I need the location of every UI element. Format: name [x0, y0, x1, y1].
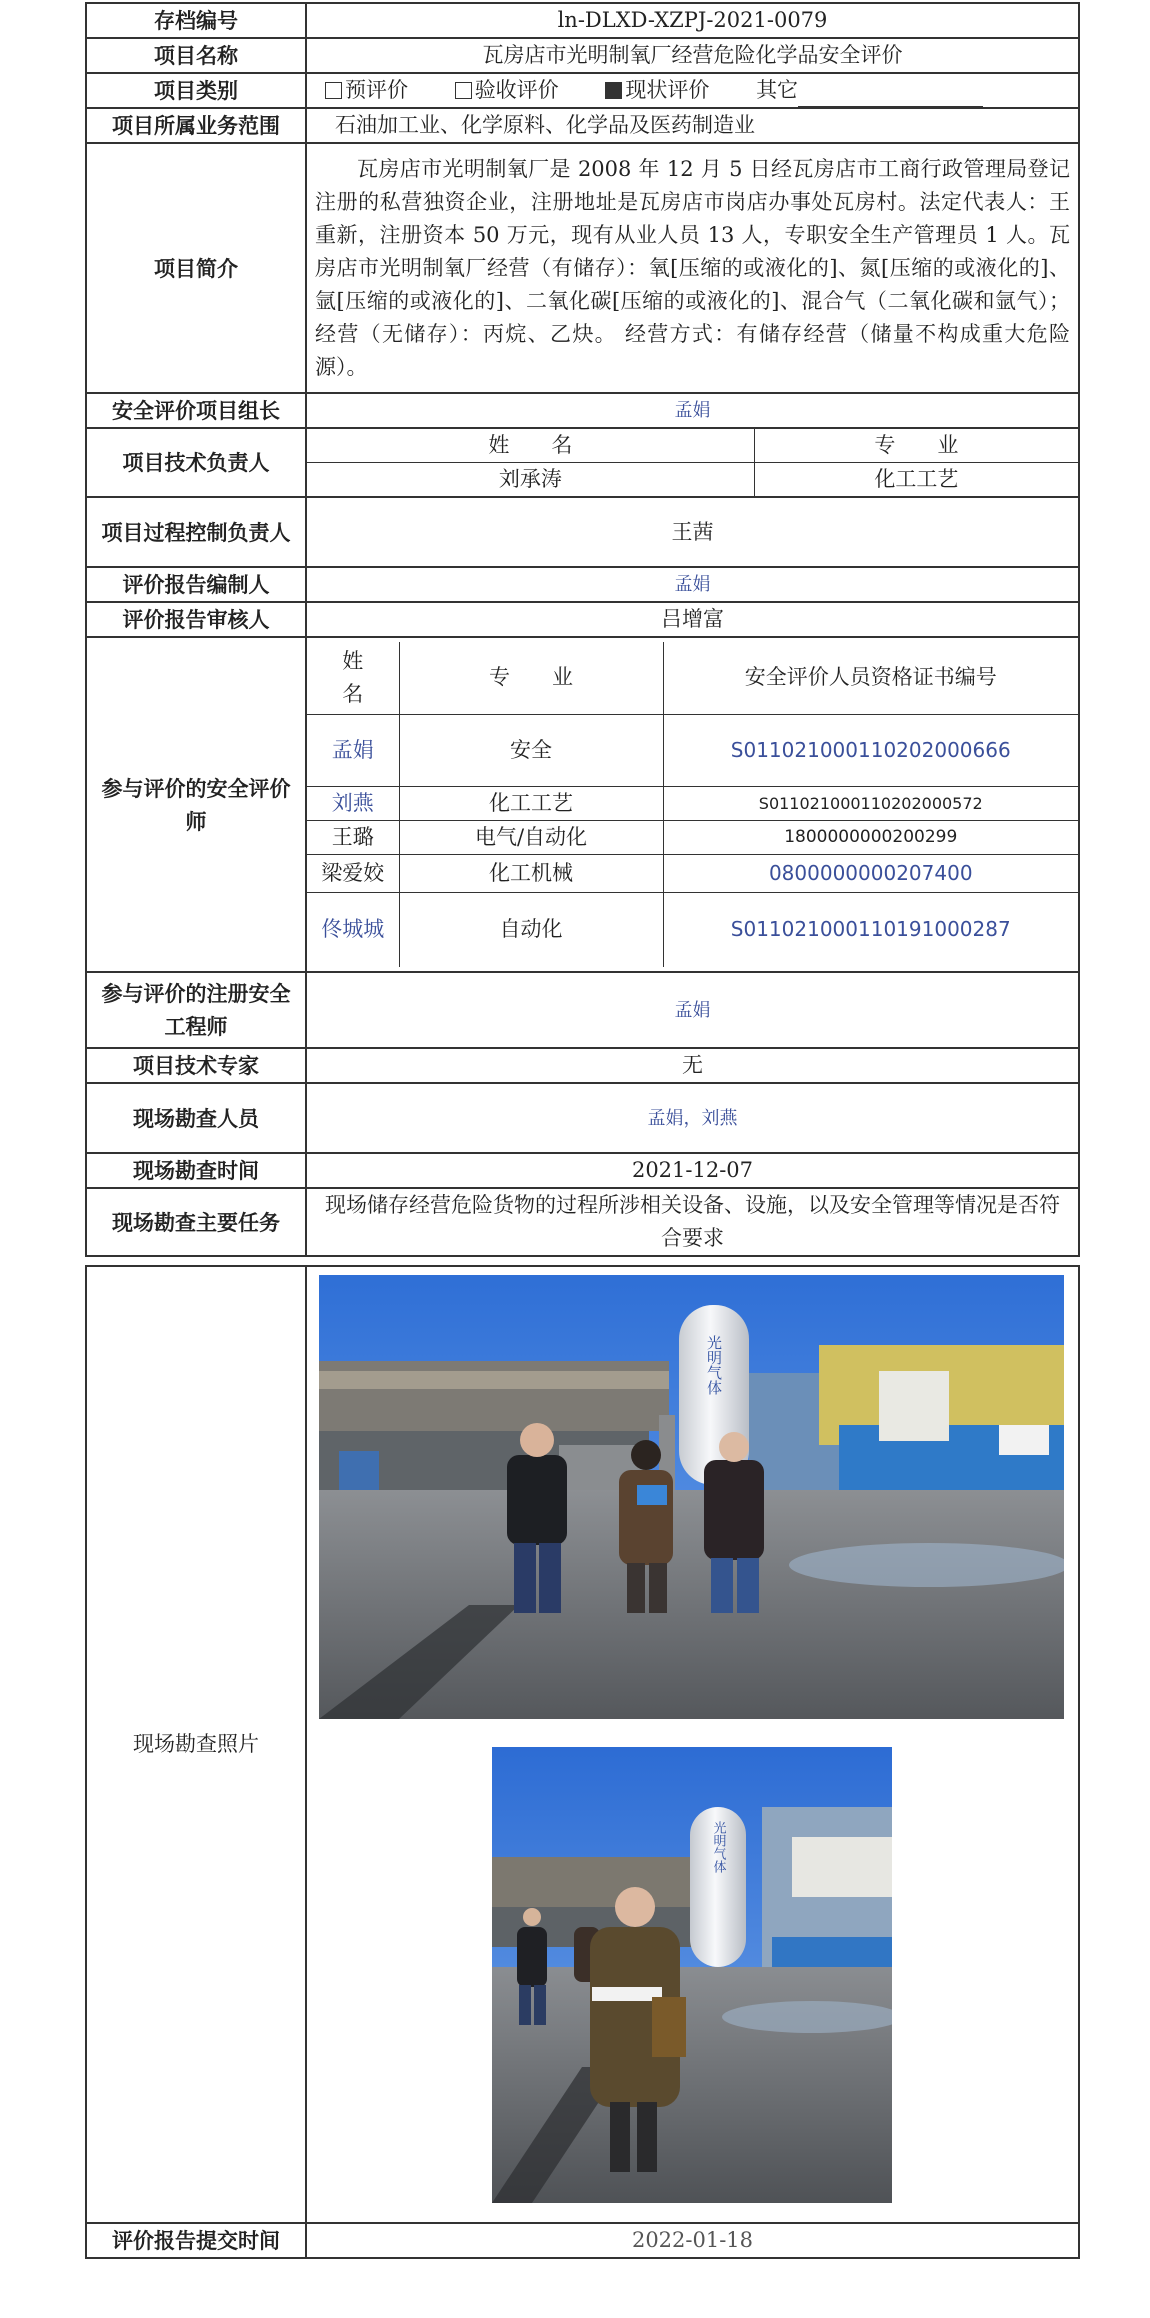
- checkbox-icon: [455, 82, 472, 99]
- evaluator-name: 王璐: [307, 820, 399, 854]
- site-photo-inspector-image: [492, 1747, 892, 2203]
- evaluators-cert-header: 安全评价人员资格证书编号: [663, 642, 1078, 714]
- site-photos-label: 现场勘查照片: [86, 1266, 306, 2223]
- site-task-label: 现场勘查主要任务: [86, 1188, 306, 1256]
- project-category-label: 项目类别: [86, 73, 306, 108]
- site-photos-cell: [306, 1266, 1079, 2223]
- site-photo-group-image: [319, 1275, 1064, 1719]
- registered-engineer-label: 参与评价的注册安全工程师: [86, 972, 306, 1048]
- report-reviewer-label: 评价报告审核人: [86, 602, 306, 637]
- site-task-value: 现场储存经营危险货物的过程所涉相关设备、设施，以及安全管理等情况是否符合要求: [306, 1188, 1079, 1256]
- evaluator-cert: S011021000110202000572: [663, 786, 1078, 820]
- category-option-current: 现状评价: [605, 78, 709, 102]
- site-time-label: 现场勘查时间: [86, 1153, 306, 1188]
- site-staff-label: 现场勘查人员: [86, 1083, 306, 1153]
- team-leader-value: 孟娟: [306, 393, 1079, 428]
- tech-lead-cell: [306, 428, 1079, 497]
- tech-expert-value: 无: [306, 1048, 1079, 1083]
- site-photo-inspector: [492, 1747, 892, 2203]
- table-row: [307, 786, 1078, 820]
- site-staff-value: 孟娟，刘燕: [306, 1083, 1079, 1153]
- table-row: [307, 820, 1078, 854]
- evaluators-table: [307, 642, 1078, 967]
- evaluator-cert: S011021000110202000666: [663, 714, 1078, 786]
- project-category-options: [306, 73, 1079, 108]
- checkbox-icon: [325, 82, 342, 99]
- tank-label: 光明气体: [705, 1335, 723, 1395]
- tech-expert-label: 项目技术专家: [86, 1048, 306, 1083]
- project-name-label: 项目名称: [86, 38, 306, 73]
- tech-lead-major-header: 专 业: [754, 429, 1078, 463]
- evaluator-major: 安全: [399, 714, 663, 786]
- table-row: [307, 854, 1078, 892]
- category-option-other: 其它: [756, 78, 983, 102]
- tech-lead-major: 化工工艺: [754, 463, 1078, 497]
- business-scope-label: 项目所属业务范围: [86, 108, 306, 143]
- evaluators-cell: [306, 637, 1079, 972]
- evaluation-form: [85, 2, 1080, 2259]
- checkbox-checked-icon: [605, 82, 622, 99]
- process-control-value: 王茜: [306, 497, 1079, 567]
- archive-value: ln-DLXD-XZPJ-2021-0079: [306, 3, 1079, 38]
- tech-lead-name-header: 姓 名: [307, 429, 754, 463]
- tank-label: 光明气体: [710, 1821, 726, 1873]
- evaluators-name-header: 姓 名: [307, 642, 399, 714]
- site-photo-group: [319, 1275, 1064, 1719]
- evaluator-name: 梁爱姣: [307, 854, 399, 892]
- tech-lead-table: [307, 429, 1078, 496]
- evaluator-major: 自动化: [399, 892, 663, 967]
- evaluators-major-header: 专 业: [399, 642, 663, 714]
- submit-time-value: 2022-01-18: [306, 2223, 1079, 2258]
- evaluator-cert: 1800000000200299: [663, 820, 1078, 854]
- team-leader-label: 安全评价项目组长: [86, 393, 306, 428]
- project-intro-text: 瓦房店市光明制氧厂是 2008 年 12 月 5 日经瓦房店市工商行政管理局登记注册的私营独资企业，注册地址是瓦房店市岗店办事处瓦房村。法定代表人：王重新，注册资本 50 万元，现有从业人员 13 人，专职安全生产管理员 1 人。瓦房店市光明制氧厂经营（有储存）：氧[压缩的或液化的]、氮[压缩的或液化的]、氩[压缩的或液化的]、二氧化碳[压缩的或液化的]、混合气（二氧化碳和氩气）；经营（无储存）：丙烷、乙炔。 经营方式：有储存经营（储量不构成重大危险源）。: [306, 143, 1079, 393]
- spacer: [86, 1256, 1079, 1266]
- site-time-value: 2021-12-07: [306, 1153, 1079, 1188]
- category-option-acceptance: 验收评价: [455, 78, 559, 102]
- archive-label: 存档编号: [86, 3, 306, 38]
- tech-lead-name: 刘承涛: [307, 463, 754, 497]
- submit-time-label: 评价报告提交时间: [86, 2223, 306, 2258]
- business-scope-value: 石油加工业、化学原料、化学品及医药制造业: [306, 108, 1079, 143]
- info-table: [85, 2, 1080, 2259]
- table-row: [307, 892, 1078, 967]
- process-control-label: 项目过程控制负责人: [86, 497, 306, 567]
- category-option-pre: 预评价: [325, 78, 408, 102]
- tech-lead-label: 项目技术负责人: [86, 428, 306, 497]
- project-intro-label: 项目简介: [86, 143, 306, 393]
- evaluator-name: 孟娟: [307, 714, 399, 786]
- registered-engineer-value: 孟娟: [306, 972, 1079, 1048]
- evaluator-major: 化工工艺: [399, 786, 663, 820]
- project-name-value: 瓦房店市光明制氧厂经营危险化学品安全评价: [306, 38, 1079, 73]
- evaluator-cert: 0800000000207400: [663, 854, 1078, 892]
- evaluator-cert: S011021000110191000287: [663, 892, 1078, 967]
- evaluators-label: 参与评价的安全评价师: [86, 637, 306, 972]
- evaluator-major: 电气/自动化: [399, 820, 663, 854]
- report-author-value: 孟娟: [306, 567, 1079, 602]
- evaluator-name: 刘燕: [307, 786, 399, 820]
- table-row: [307, 714, 1078, 786]
- evaluator-major: 化工机械: [399, 854, 663, 892]
- report-reviewer-value: 吕增富: [306, 602, 1079, 637]
- report-author-label: 评价报告编制人: [86, 567, 306, 602]
- other-blank-line: [798, 84, 983, 107]
- evaluator-name: 佟城城: [307, 892, 399, 967]
